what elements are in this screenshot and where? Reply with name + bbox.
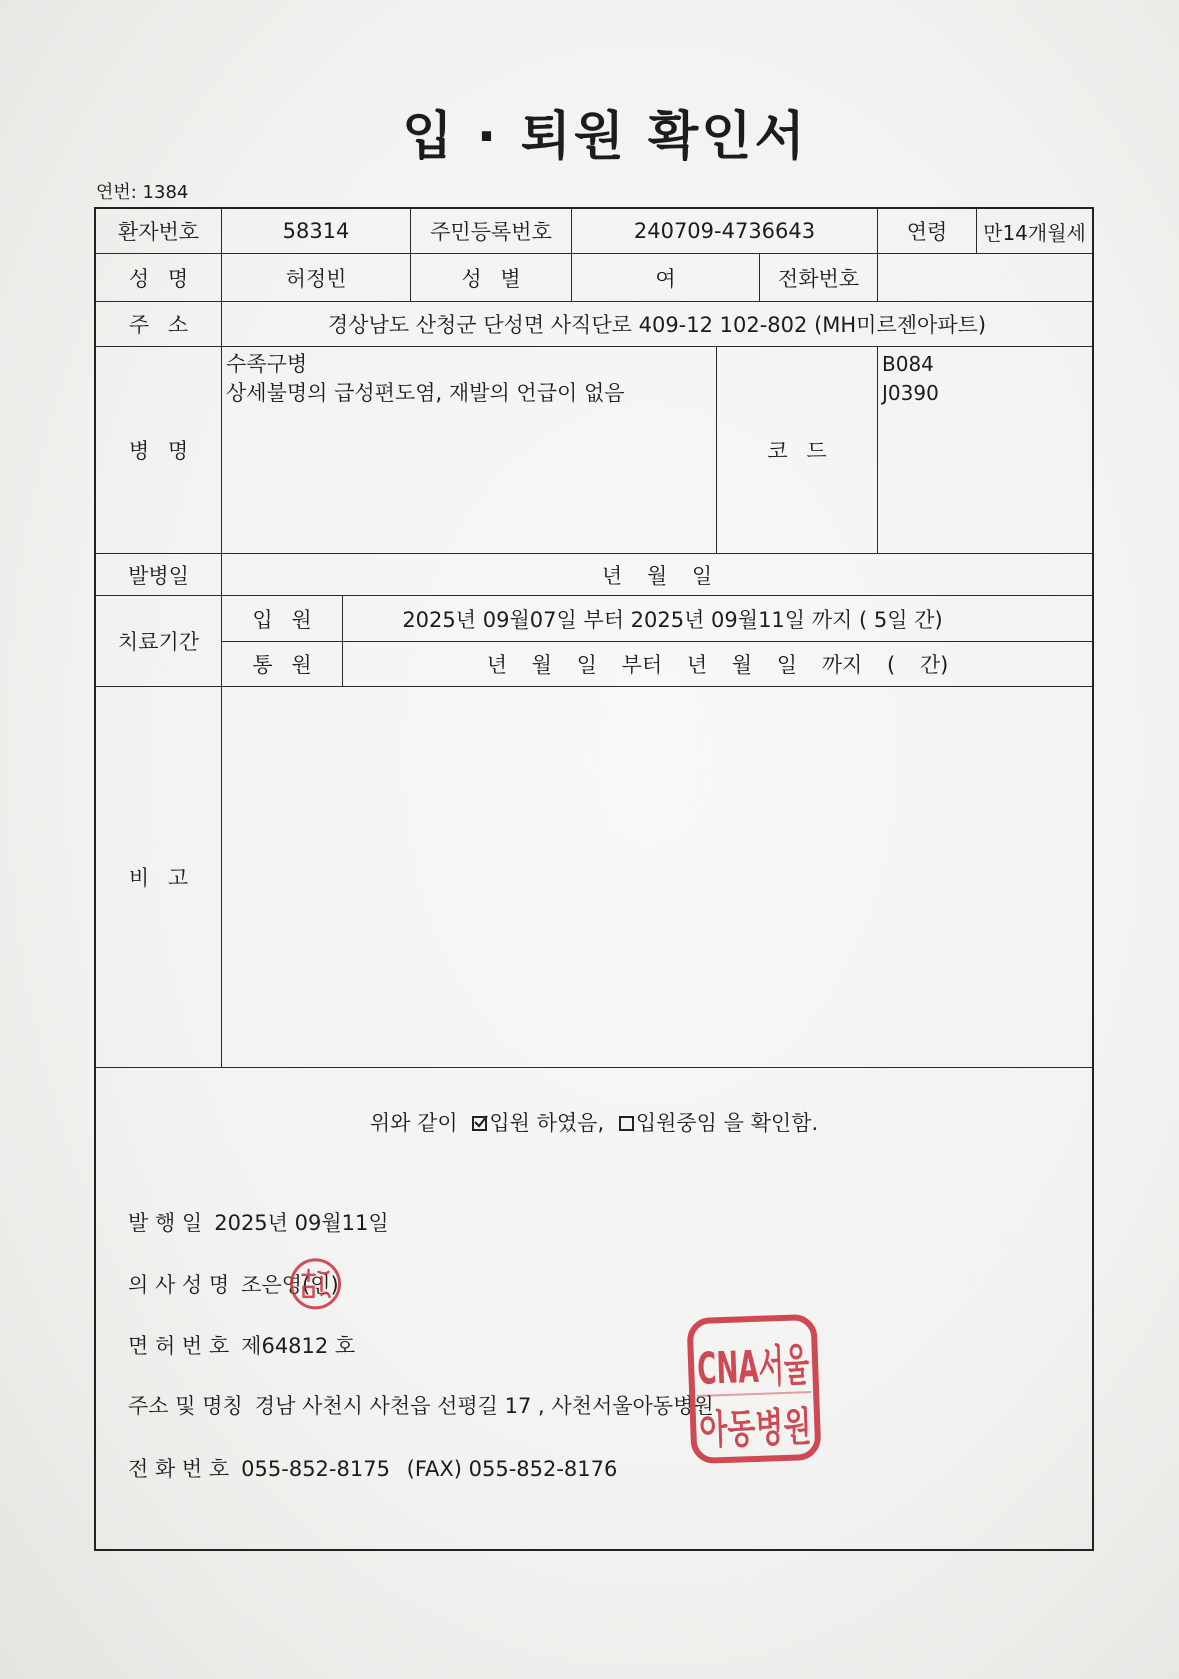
hospital-phone-line: [128, 1455, 617, 1483]
address-value: 경상남도 산청군 단성면 사직단로 409-12 102-802 (MH미르젠아파트): [222, 302, 1092, 347]
rrn-value: 240709-4736643: [572, 209, 878, 254]
checkmark-icon: [473, 1114, 489, 1130]
patient-id-label: 환자번호: [96, 209, 222, 254]
doctor-seal-icon: [288, 1256, 344, 1312]
issue-date-line: [128, 1209, 389, 1237]
license-label: 면 허 번 호: [128, 1334, 230, 1358]
doctor-label: 의 사 성 명: [128, 1273, 230, 1297]
rrn-label: 주민등록번호: [411, 209, 572, 254]
code-label: 코 드: [717, 347, 878, 554]
hospital-phone-value: 055-852-8175: [241, 1457, 390, 1481]
diagnosis-label: 병 명: [96, 347, 222, 554]
sex-value: 여: [572, 254, 760, 302]
onset-label: 발병일: [96, 554, 222, 596]
confirmation-suffix: 을 확인함.: [723, 1111, 819, 1135]
seal-mark-text: (인): [302, 1273, 339, 1297]
diagnosis-code: B084: [882, 352, 934, 376]
checkbox-inpatient-icon: [619, 1116, 634, 1131]
name-label: 성 명: [96, 254, 222, 302]
outpatient-period: 년 월 일 부터 년 월 일 까지 ( 간): [343, 642, 1092, 687]
remarks-label: 비 고: [96, 687, 222, 1068]
remarks-value-cell: [222, 687, 1092, 1068]
age-value: 만14개월세: [977, 209, 1092, 254]
hospital-address-value: 경남 사천시 사천읍 선평길 17 , 사천서울아동병원: [254, 1394, 714, 1418]
address-label: 주 소: [96, 302, 222, 347]
phone-label: 전화번호: [760, 254, 878, 302]
hospital-address-label: 주소 및 명칭: [128, 1394, 243, 1418]
diagnosis-name: 수족구병: [226, 352, 308, 376]
license-number: 제64812 호: [241, 1334, 356, 1358]
treatment-period-label: 치료기간: [96, 596, 222, 687]
diagnosis-names: [222, 347, 717, 554]
inpatient-label: 입 원: [222, 596, 343, 642]
certificate-table: [94, 207, 1094, 1551]
phone-value-cell: [878, 254, 1092, 302]
fax-value: 055-852-8176: [468, 1457, 618, 1481]
doctor-name: 조은영: [241, 1273, 303, 1297]
license-line: [128, 1332, 355, 1360]
serial-number: 연번: 1384: [96, 182, 189, 203]
seal-text-top: CNA서울: [696, 1337, 887, 1395]
onset-value: 년 월 일: [222, 554, 1092, 596]
hospital-phone-label: 전 화 번 호: [128, 1457, 230, 1481]
confirmation-option-inpatient: 입원중임: [635, 1111, 717, 1135]
confirmation-prefix: 위와 같이: [369, 1111, 458, 1135]
seal-mark: [302, 1271, 339, 1299]
diagnosis-codes: [878, 347, 1092, 554]
hospital-seal-stamp: [684, 1312, 887, 1467]
diagnosis-code: J0390: [882, 381, 939, 405]
doctor-line: [128, 1271, 339, 1299]
sex-label: 성 별: [411, 254, 572, 302]
seal-text-bottom: 아동병원: [698, 1402, 855, 1454]
outpatient-label: 통 원: [222, 642, 343, 687]
hospital-address-line: [128, 1392, 714, 1420]
confirmation-option-admitted: 입원 하였음,: [489, 1111, 605, 1135]
document-title: 입 · 퇴원 확인서: [402, 107, 808, 167]
diagnosis-name: 상세불명의 급성편도염, 재발의 언급이 없음: [226, 381, 625, 405]
inpatient-period: 2025년 09월07일 부터 2025년 09월11일 까지 ( 5일 간): [343, 596, 1092, 642]
issue-date-label: 발 행 일: [128, 1211, 203, 1235]
confirmation-statement: [96, 1109, 1092, 1137]
checkbox-admitted-icon: [472, 1116, 487, 1131]
patient-id-value: 58314: [222, 209, 411, 254]
age-label: 연령: [878, 209, 977, 254]
issue-date-value: 2025년 09월11일: [214, 1211, 389, 1235]
name-value: 허정빈: [222, 254, 411, 302]
fax-label: (FAX): [406, 1457, 462, 1481]
